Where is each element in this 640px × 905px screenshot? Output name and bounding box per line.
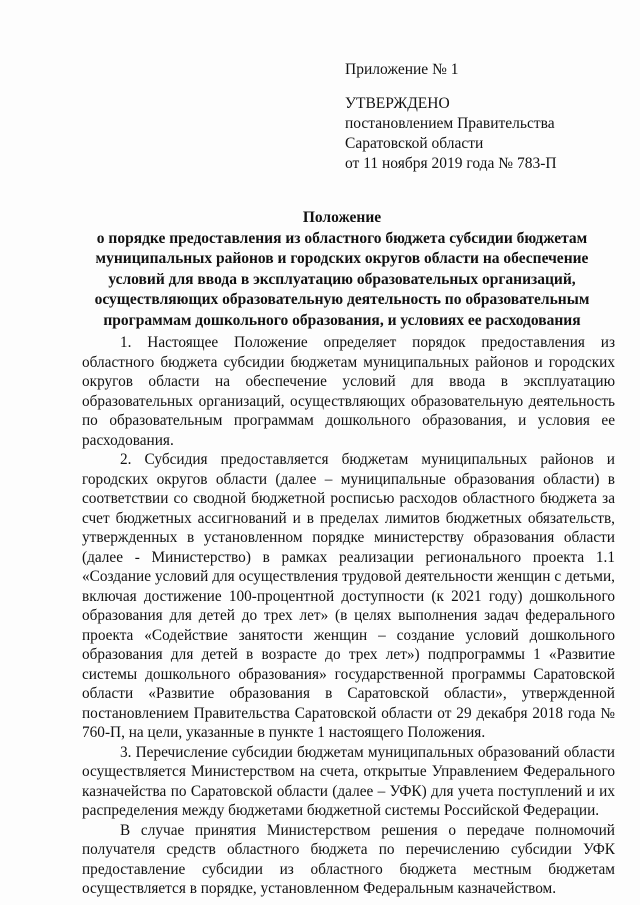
appendix-label: Приложение № 1 (345, 61, 459, 78)
approval-stamp (345, 60, 615, 174)
paragraph-3: 3. Перечисление субсидии бюджетам муниципальных образований области осуществляется Министерством на счета, открытые Управлением Федерального казначейства по Саратовской области (далее – УФК) для учета поступлений и их распределения между бюджетами бюджетной системы Российской Федерации. (82, 743, 615, 819)
paragraph-2: 2. Субсидия предоставляется бюджетам муниципальных районов и городских округов области (далее – муниципальные образования области) в соответствии со сводной бюджетной росписью расходов областного бюджета за счет бюджетных ассигнований и в пределах лимитов бюджетных обязательств, утвержденных в установленном порядке министерству образования области (далее - Министерство) в рамках реализации регионального проекта 1.1 «Создание условий для осуществления трудовой деятельности женщин с детьми, включая достижение 100-процентной доступности (к 2021 году) дошкольного образования для детей до трех лет» (в целях выполнения задач федерального проекта «Содействие занятости женщин – создание условий дошкольного образования для детей в возрасте до трех лет») подпрограммы 1 «Развитие системы дошкольного образования» государственной программы Саратовской области «Развитие образования в Саратовской области», утвержденной постановлением Правительства Саратовской области от 29 декабря 2018 года № 760-П, на цели, указанные в пункте 1 настоящего Положения. (82, 451, 615, 741)
title-line-1: о порядке предоставления из областного бюджета субсидии бюджетам (96, 229, 588, 247)
paragraph-1: 1. Настоящее Положение определяет порядок предоставления из областного бюджета субсидии бюджетам муниципальных районов и городских округов области на обеспечение условий для ввода в эксплуатацию образовательных организаций, осуществляющих образовательную деятельность по образовательным программам дошкольного образования, и условия ее расходования. (82, 334, 615, 449)
document-title (70, 208, 614, 331)
paragraph-4: В случае принятия Министерством решения о передаче полномочий получателя средств областного бюджета по перечислению субсидии УФК предоставление субсидии из областного бюджета местным бюджетам осуществляется в порядке, установленном Федеральным казначейством. (82, 821, 615, 897)
title-line-3: условий для ввода в эксплуатацию образовательных организаций, (108, 270, 576, 288)
document-body (82, 333, 615, 899)
title-line-2: муниципальных районов и городских округов области на обеспечение (95, 250, 589, 267)
spacer (345, 80, 615, 94)
decree-line-2: Саратовской области (345, 135, 484, 152)
approved-label: УТВЕРЖДЕНО (345, 95, 450, 112)
title-line-4: осуществляющих образовательную деятельность по образовательным (94, 291, 590, 308)
title-line-5: программам дошкольного образования, и условиях ее расходования (103, 311, 581, 329)
decree-line-1: постановлением Правительства (345, 115, 555, 132)
decree-line-3: от 11 ноября 2019 года № 783-П (345, 155, 557, 172)
title-heading: Положение (302, 209, 382, 226)
